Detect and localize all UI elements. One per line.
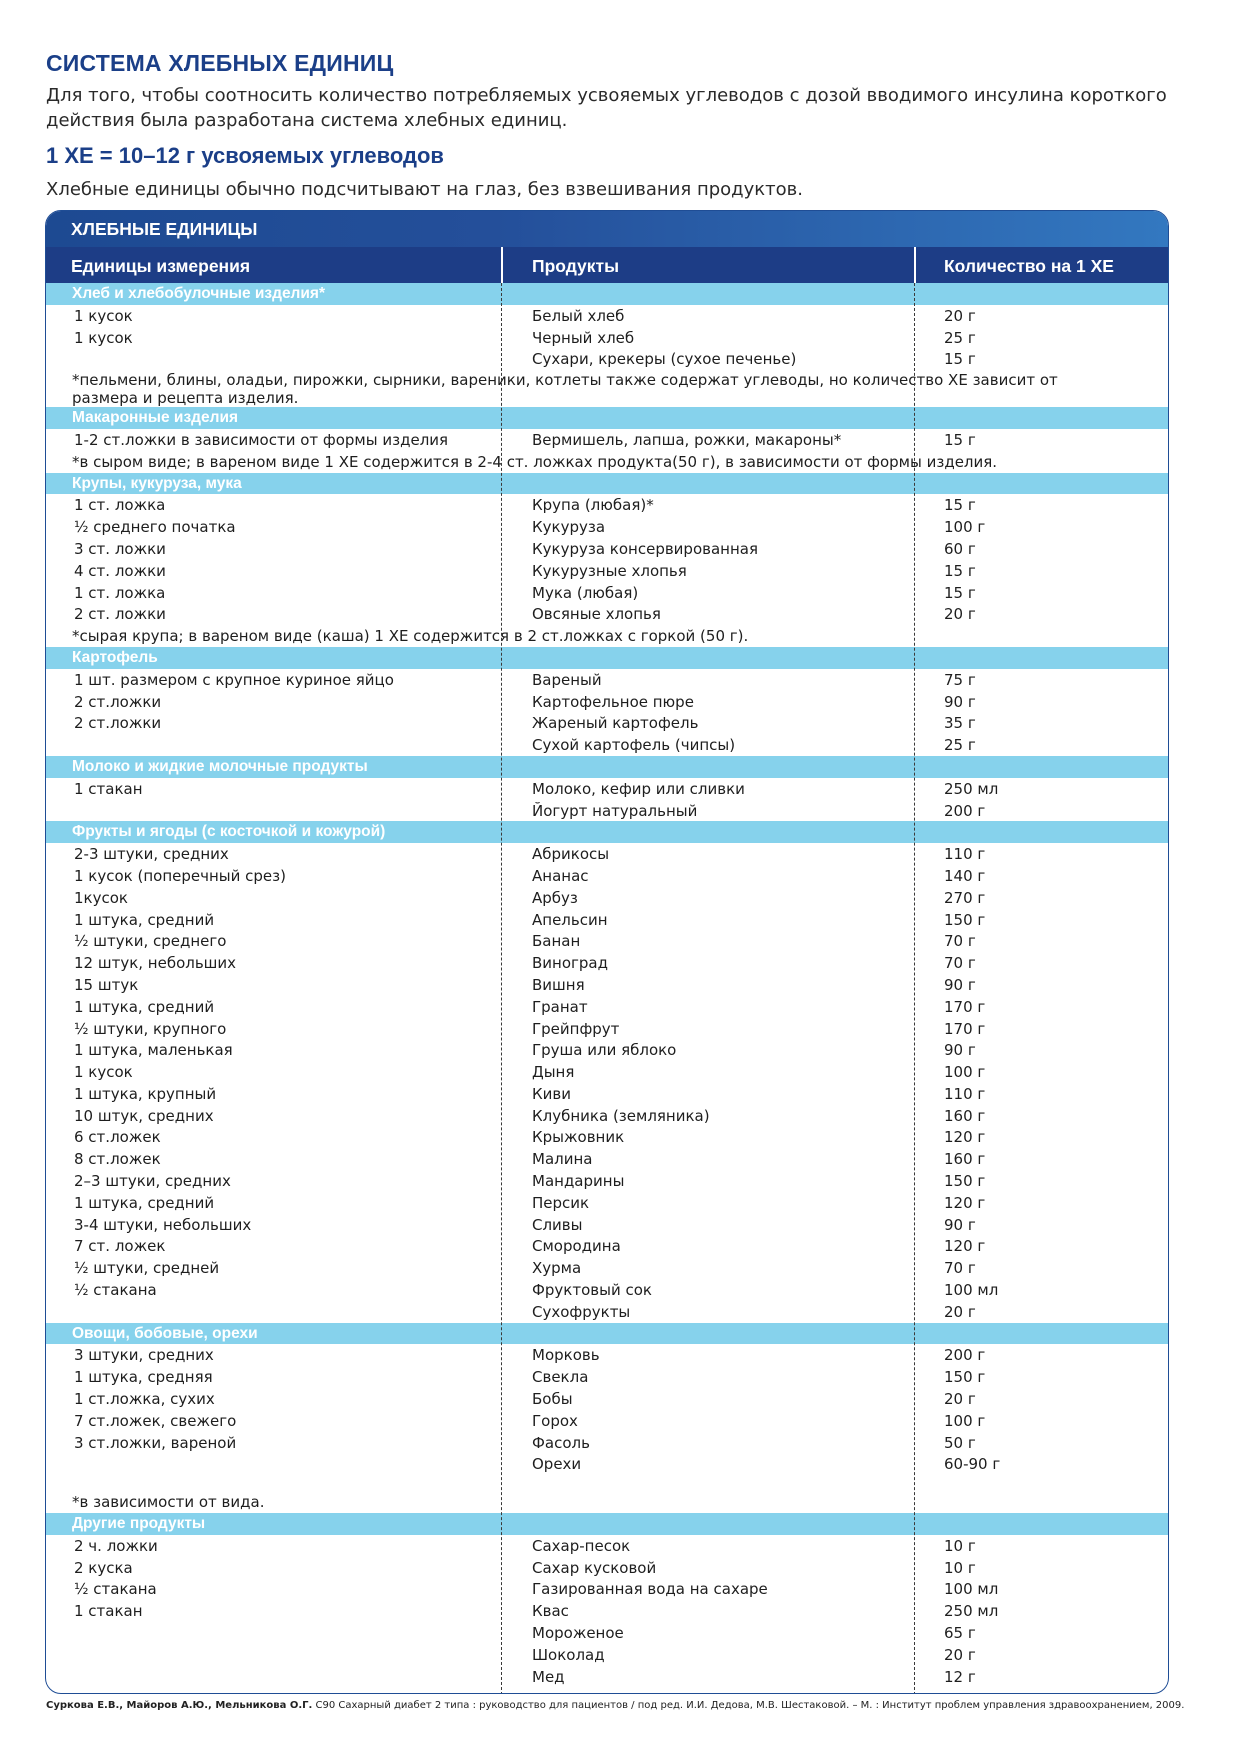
product-cell: Белый хлеб [532,306,625,325]
unit-cell: 7 ст. ложек [74,1237,166,1256]
amount-cell: 110 г [944,1084,986,1103]
table-row [46,1535,1168,1557]
product-cell: Мандарины [532,1172,625,1191]
unit-cell: ½ среднего початка [74,518,236,537]
table-header [46,247,1168,283]
product-cell: Дыня [532,1063,575,1082]
table-row [46,603,1168,625]
amount-cell: 120 г [944,1237,986,1256]
unit-cell: 8 ст.ложек [74,1150,161,1169]
unit-cell: 1 стакан [74,779,143,798]
table-row [46,734,1168,756]
unit-cell: 1 кусок [74,328,133,347]
table-row [46,1666,1168,1688]
table-row [46,1644,1168,1666]
page-title: СИСТЕМА ХЛЕБНЫХ ЕДИНИЦ [46,50,394,76]
table-row [46,582,1168,604]
amount-cell: 110 г [944,845,986,864]
amount-cell: 20 г [944,605,976,624]
amount-cell: 160 г [944,1150,986,1169]
amount-cell: 10 г [944,1536,976,1555]
amount-cell: 140 г [944,866,986,885]
unit-cell: ½ штуки, крупного [74,1019,227,1038]
table-row [46,494,1168,516]
category-title: Картофель [72,648,158,666]
table-row [46,1061,1168,1083]
product-cell: Арбуз [532,888,578,907]
citation-footer [46,1700,1196,1711]
amount-cell: 15 г [944,430,976,449]
product-cell: Грейпфрут [532,1019,620,1038]
unit-cell: 3 штуки, средних [74,1346,214,1365]
product-cell: Морковь [532,1346,600,1365]
amount-cell: 12 г [944,1667,976,1686]
unit-cell: 3-4 штуки, небольших [74,1215,252,1234]
footnote-text: *в зависимости от вида. [72,1493,265,1512]
product-cell: Газированная вода на сахаре [532,1580,768,1599]
footnote-row [46,451,1168,473]
amount-cell: 15 г [944,583,976,602]
table-row [46,1557,1168,1579]
amount-cell: 100 г [944,1411,986,1430]
product-cell: Вареный [532,670,602,689]
product-cell: Персик [532,1193,590,1212]
amount-cell: 200 г [944,1346,986,1365]
category-title: Крупы, кукуруза, мука [72,474,242,492]
amount-cell: 25 г [944,328,976,347]
category-title: Овощи, бобовые, орехи [72,1324,258,1342]
table-row [46,952,1168,974]
amount-cell: 15 г [944,350,976,369]
product-cell: Апельсин [532,910,608,929]
amount-cell: 15 г [944,561,976,580]
column-divider [501,283,502,1694]
table-row [46,1039,1168,1061]
footnote-row [46,370,1168,407]
unit-cell: 15 штук [74,975,139,994]
table-row [46,1622,1168,1644]
unit-cell: 2 ст.ложки [74,692,162,711]
formula-heading: 1 ХЕ = 10–12 г усвояемых углеводов [46,143,444,168]
amount-cell: 100 г [944,518,986,537]
table-row [46,1192,1168,1214]
table-body [46,283,1168,1687]
product-cell: Жареный картофель [532,714,699,733]
table-title: ХЛЕБНЫЕ ЕДИНИЦЫ [46,211,1168,247]
product-cell: Шоколад [532,1645,605,1664]
table-row [46,996,1168,1018]
product-cell: Киви [532,1084,571,1103]
category-row [46,473,1168,495]
amount-cell: 20 г [944,1645,976,1664]
amount-cell: 70 г [944,954,976,973]
category-row [46,756,1168,778]
spacer-row [46,1475,1168,1491]
table-row [46,1126,1168,1148]
amount-cell: 100 г [944,1063,986,1082]
table-row [46,1235,1168,1257]
footnote-text: *в сыром виде; в вареном виде 1 ХЕ содержится в 2-4 ст. ложках продукта(50 г), в зависимости от формы изделия. [72,452,998,471]
unit-cell: 3 ст.ложки, вареной [74,1433,237,1452]
category-title: Другие продукты [72,1515,206,1533]
amount-cell: 10 г [944,1558,976,1577]
product-cell: Молоко, кефир или сливки [532,779,745,798]
footnote-row [46,625,1168,647]
table-row [46,516,1168,538]
table-row [46,348,1168,370]
amount-cell: 250 мл [944,779,999,798]
table-row [46,1148,1168,1170]
product-cell: Вермишель, лапша, рожки, макароны* [532,430,842,449]
product-cell: Ананас [532,866,589,885]
table-row [46,1578,1168,1600]
amount-cell: 170 г [944,1019,986,1038]
amount-cell: 75 г [944,670,976,689]
unit-cell: 2 ч. ложки [74,1536,158,1555]
product-cell: Йогурт натуральный [532,801,698,820]
table-row [46,1279,1168,1301]
intro-block [46,50,1186,200]
product-cell: Виноград [532,954,608,973]
category-row [46,1323,1168,1345]
product-cell: Смородина [532,1237,621,1256]
unit-cell: ½ стакана [74,1281,157,1300]
amount-cell: 200 г [944,801,986,820]
unit-cell: 10 штук, средних [74,1106,214,1125]
product-cell: Кукурузные хлопья [532,561,687,580]
product-cell: Фруктовый сок [532,1281,652,1300]
table-row [46,930,1168,952]
amount-cell: 60 г [944,539,976,558]
product-cell: Хурма [532,1259,582,1278]
unit-cell: ½ стакана [74,1580,157,1599]
unit-cell: ½ штуки, среднего [74,932,227,951]
category-row [46,283,1168,305]
product-cell: Мед [532,1667,565,1686]
amount-cell: 20 г [944,306,976,325]
unit-cell: 1 штука, средний [74,997,215,1016]
amount-cell: 20 г [944,1390,976,1409]
table-row [46,538,1168,560]
table-row [46,1600,1168,1622]
unit-cell: 3 ст. ложки [74,539,166,558]
table-row [46,1214,1168,1236]
table-row [46,712,1168,734]
unit-cell: 6 ст.ложек [74,1128,161,1147]
table-row [46,865,1168,887]
table-row [46,909,1168,931]
unit-cell: 1 шт. размером с крупное куриное яйцо [74,670,394,689]
amount-cell: 150 г [944,1368,986,1387]
unit-cell: 2–3 штуки, средних [74,1172,231,1191]
table-row [46,429,1168,451]
product-cell: Вишня [532,975,585,994]
table-row [46,327,1168,349]
amount-cell: 160 г [944,1106,986,1125]
amount-cell: 65 г [944,1624,976,1643]
unit-cell: 1кусок [74,888,128,907]
unit-cell: ½ штуки, средней [74,1259,220,1278]
unit-cell: 1 ст.ложка, сухих [74,1390,215,1409]
category-row [46,821,1168,843]
category-title: Молоко и жидкие молочные продукты [72,757,368,775]
intro-paragraph: Для того, чтобы соотносить количество потребляемых усвояемых углеводов с дозой вводимого инсулина короткого действия была разработана система хлебных единиц. [46,85,1167,131]
unit-cell: 12 штук, небольших [74,954,237,973]
product-cell: Кукуруза консервированная [532,539,758,558]
table-row [46,1388,1168,1410]
unit-cell: 2-3 штуки, средних [74,845,229,864]
amount-cell: 170 г [944,997,986,1016]
product-cell: Овсяные хлопья [532,605,661,624]
unit-cell: 1 штука, средний [74,910,215,929]
table-row [46,800,1168,822]
unit-cell: 1 штука, крупный [74,1084,217,1103]
product-cell: Мука (любая) [532,583,639,602]
amount-cell: 90 г [944,1215,976,1234]
unit-cell: 2 ст.ложки [74,714,162,733]
unit-cell: 1 штука, средняя [74,1368,213,1387]
unit-cell: 1 штука, маленькая [74,1041,233,1060]
unit-cell: 1 ст. ложка [74,496,166,515]
category-title: Макаронные изделия [72,409,239,427]
category-row [46,647,1168,669]
amount-cell: 15 г [944,496,976,515]
unit-cell: 1 кусок [74,1063,133,1082]
unit-cell: 1-2 ст.ложки в зависимости от формы изделия [74,430,449,449]
amount-cell: 90 г [944,1041,976,1060]
table-row [46,1018,1168,1040]
product-cell: Крупа (любая)* [532,496,654,515]
product-cell: Картофельное пюре [532,692,694,711]
product-cell: Горох [532,1411,578,1430]
amount-cell: 50 г [944,1433,976,1452]
footnote-text: *сырая крупа; в вареном виде (каша) 1 ХЕ содержится в 2 ст.ложках с горкой (50 г). [72,627,749,646]
amount-cell: 25 г [944,736,976,755]
table-row [46,1366,1168,1388]
unit-cell: 2 куска [74,1558,133,1577]
product-cell: Сухофрукты [532,1302,631,1321]
header-divider [914,247,916,283]
column-divider [914,283,915,1694]
table-row [46,778,1168,800]
product-cell: Сахар кусковой [532,1558,657,1577]
category-row [46,407,1168,429]
amount-cell: 270 г [944,888,986,907]
table-row [46,560,1168,582]
table-row [46,1410,1168,1432]
footnote-text: *пельмени, блины, оладьи, пирожки, сырники, вареники, котлеты также содержат углеводы, но количество ХЕ зависит от размера и рецепта изделия. [72,371,1058,408]
table-row [46,669,1168,691]
table-row [46,1453,1168,1475]
amount-cell: 120 г [944,1193,986,1212]
product-cell: Орехи [532,1455,582,1474]
table-row [46,843,1168,865]
table-row [46,1344,1168,1366]
unit-cell: 7 ст.ложек, свежего [74,1411,237,1430]
intro-note: Хлебные единицы обычно подсчитывают на глаз, без взвешивания продуктов. [46,179,803,200]
table-row [46,974,1168,996]
table-row [46,1257,1168,1279]
product-cell: Абрикосы [532,845,610,864]
unit-cell: 1 кусок [74,306,133,325]
table-row [46,1170,1168,1192]
product-cell: Сахар-песок [532,1536,631,1555]
product-cell: Малина [532,1150,593,1169]
table-row [46,305,1168,327]
unit-cell: 1 ст. ложка [74,583,166,602]
bread-units-table [45,210,1169,1694]
product-cell: Квас [532,1602,569,1621]
footer-authors: Суркова Е.В., Майоров А.Ю., Мельникова О.Г. [46,1700,313,1711]
unit-cell: 1 штука, средний [74,1193,215,1212]
product-cell: Сливы [532,1215,583,1234]
footer-citation: С90 Сахарный диабет 2 типа : руководство для пациентов / под ред. И.И. Дедова, М.В. Шестаковой. – М. : Институт проблем управления здравоохранением, 2009. [312,1700,1185,1711]
product-cell: Сухари, крекеры (сухое печенье) [532,350,797,369]
product-cell: Фасоль [532,1433,590,1452]
amount-cell: 120 г [944,1128,986,1147]
table-row [46,1105,1168,1127]
amount-cell: 20 г [944,1302,976,1321]
amount-cell: 90 г [944,692,976,711]
header-amount: Количество на 1 ХЕ [944,256,1114,276]
unit-cell: 1 кусок (поперечный срез) [74,866,286,885]
unit-cell: 2 ст. ложки [74,605,166,624]
header-units: Единицы измерения [71,256,251,276]
amount-cell: 70 г [944,1259,976,1278]
category-title: Фрукты и ягоды (с косточкой и кожурой) [72,823,386,841]
unit-cell: 4 ст. ложки [74,561,166,580]
unit-cell: 1 стакан [74,1602,143,1621]
product-cell: Свекла [532,1368,589,1387]
product-cell: Крыжовник [532,1128,625,1147]
amount-cell: 100 мл [944,1281,999,1300]
product-cell: Клубника (земляника) [532,1106,710,1125]
amount-cell: 100 мл [944,1580,999,1599]
header-products: Продукты [532,256,620,276]
table-row [46,1083,1168,1105]
product-cell: Мороженое [532,1624,624,1643]
amount-cell: 250 мл [944,1602,999,1621]
product-cell: Гранат [532,997,588,1016]
product-cell: Груша или яблоко [532,1041,677,1060]
table-row [46,887,1168,909]
amount-cell: 35 г [944,714,976,733]
product-cell: Черный хлеб [532,328,635,347]
table-row [46,1301,1168,1323]
header-divider [501,247,503,283]
table-row [46,1432,1168,1454]
amount-cell: 150 г [944,1172,986,1191]
product-cell: Банан [532,932,581,951]
product-cell: Сухой картофель (чипсы) [532,736,736,755]
product-cell: Бобы [532,1390,573,1409]
amount-cell: 70 г [944,932,976,951]
amount-cell: 150 г [944,910,986,929]
category-title: Хлеб и хлебобулочные изделия* [72,285,326,302]
table-row [46,691,1168,713]
product-cell: Кукуруза [532,518,606,537]
category-row [46,1513,1168,1535]
amount-cell: 90 г [944,975,976,994]
footnote-row [46,1491,1168,1513]
amount-cell: 60-90 г [944,1455,1001,1474]
